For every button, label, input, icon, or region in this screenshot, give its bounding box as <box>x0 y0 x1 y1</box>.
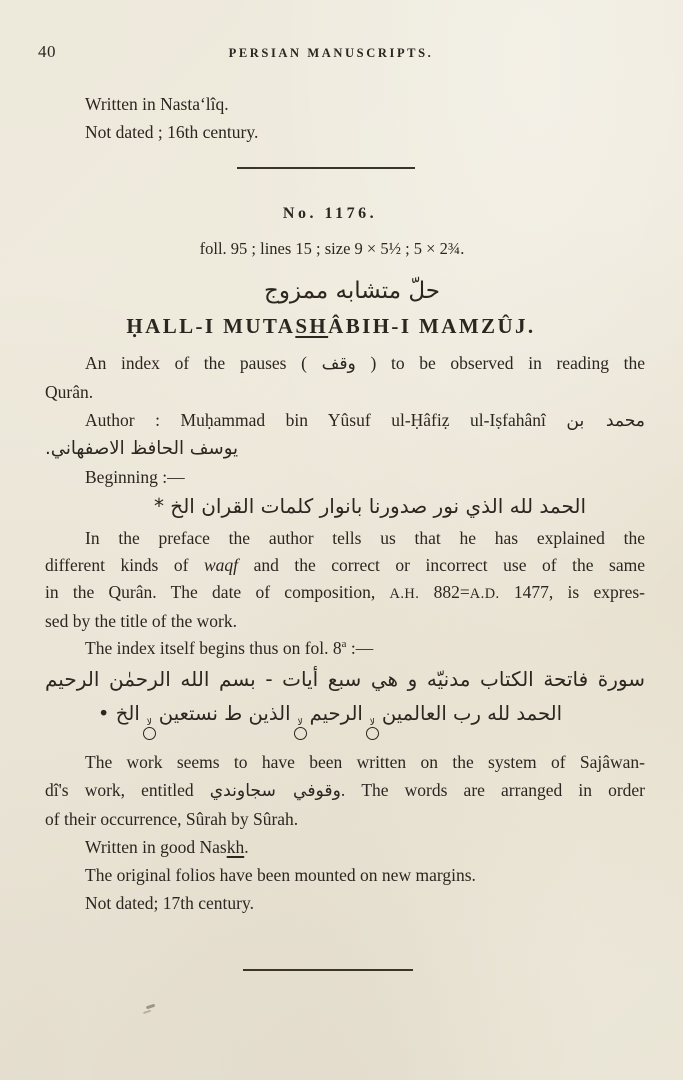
index-arabic-line-1: سورة فاتحة الكتاب مدنيّه و هي سبع أيات - بسم الله الرحمٰن الرحيم <box>45 667 645 691</box>
description-line-2: Qurân. <box>45 382 94 402</box>
index-arabic-line-2: الحمد لله رب العالمين لا الرحيم لا الذين ط نستعين لا الخ • <box>45 696 615 740</box>
beginning-arabic: الحمد لله الذي نور صدورنا بانوار كلمات القران الخ * <box>153 494 587 518</box>
waqf-circle-mark: لا <box>294 719 307 740</box>
page-number: 40 <box>38 42 56 61</box>
prev-entry-script-line: Written in Nasta‘lîq. <box>85 94 229 114</box>
waqf-circle-mark: لا <box>143 719 156 740</box>
closing-date-line: Not dated; 17th century. <box>85 893 254 913</box>
waqf-circle-mark: لا <box>366 719 379 740</box>
arabic-title: حلّ متشابه ممزوج <box>263 278 441 304</box>
preface-line-4: sed by the title of the work. <box>45 611 237 631</box>
naskh-line: Written in good Naskh. <box>85 837 249 857</box>
preface-line-5: The index itself begins thus on fol. 8$^a$ :— <box>85 638 374 658</box>
preface-paragraph <box>45 525 645 662</box>
entry-title: ḤALL-I MUTASHÂBIH-I MAMZÛJ. <box>126 314 536 338</box>
author-line-2: يوسف الحافظ الاصفهاني. <box>45 438 239 459</box>
ink-smudge <box>146 1004 155 1009</box>
sajawandi-line-3: of their occurrence, Sûrah by Sûrah. <box>45 809 299 829</box>
preface-line-3: in the Qurân. The date of composition, A.H. 882=A.D. 1477, is expres- <box>45 582 645 602</box>
author-line-1: Author : Muḥammad bin Yûsuf ul-Ḥâfiẓ ul-Iṣfahânî محمد بن <box>85 410 645 431</box>
prev-entry-date-line: Not dated ; 16th century. <box>85 122 259 142</box>
preface-line-2: different kinds of waqf and the correct or incorrect use of the same <box>45 555 645 575</box>
page-body <box>45 90 645 971</box>
folios-line: The original folios have been mounted on new margins. <box>85 865 476 885</box>
section-divider-top <box>237 167 415 169</box>
running-title: PERSIAN MANUSCRIPTS. <box>228 46 434 60</box>
sajawandi-line-1: The work seems to have been written on the system of Sajâwan- <box>85 752 645 772</box>
collation-line: foll. 95 ; lines 15 ; size 9 × 5½ ; 5 × 2¾. <box>199 239 465 258</box>
beginning-label: Beginning :— <box>85 467 185 487</box>
entry-number: No. 1176. <box>282 205 378 222</box>
sajawandi-line-2: dî's work, entitled وقوفي سجاوندي. The words are arranged in order <box>45 780 645 801</box>
preface-line-1: In the preface the author tells us that he has explained the <box>85 528 645 548</box>
section-divider-bottom <box>243 969 413 971</box>
description-line-1: An index of the pauses ( وقف ) to be observed in reading the <box>85 353 645 374</box>
